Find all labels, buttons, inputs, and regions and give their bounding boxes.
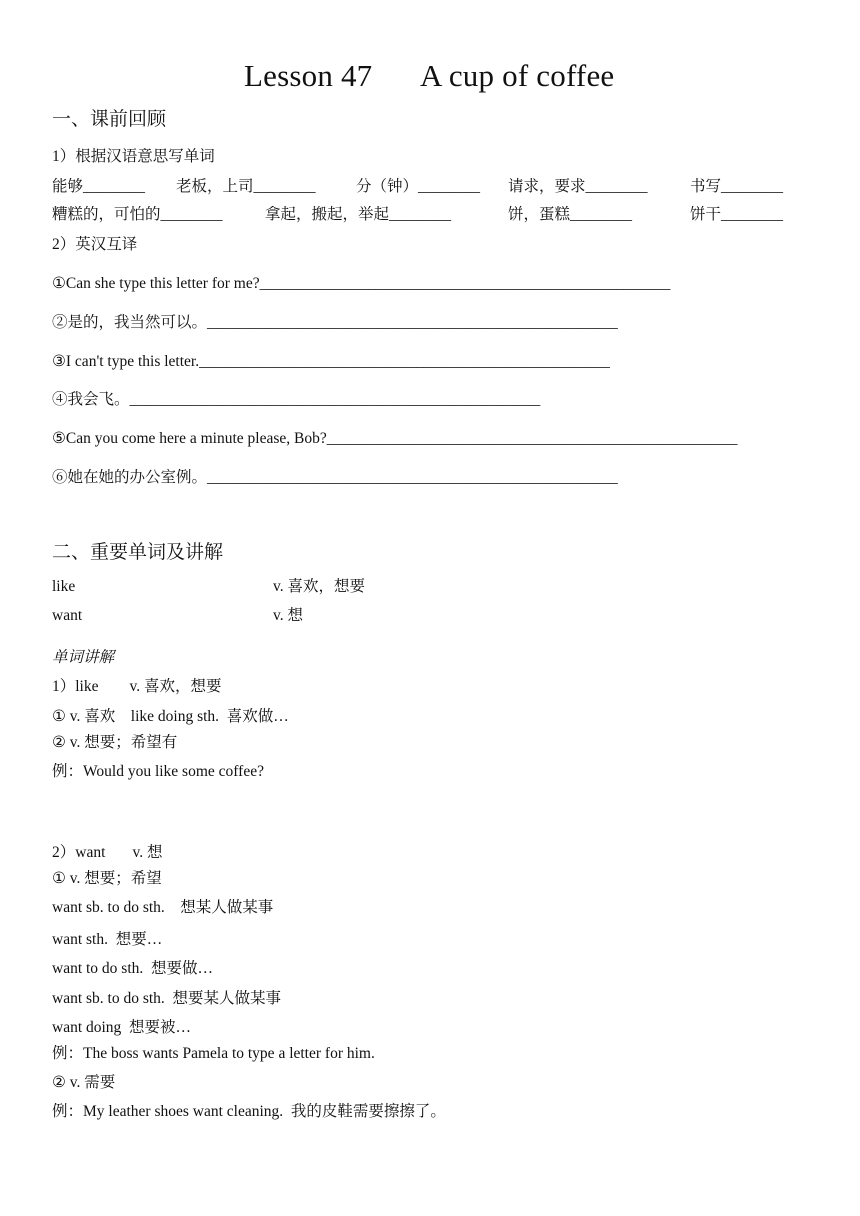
blank-item: 请求，要求________ xyxy=(508,178,648,195)
lesson-number: Lesson 47 xyxy=(244,58,373,93)
blank-item: 书写________ xyxy=(690,178,784,195)
translation-item: ②是的，我当然可以。_____________________________________________________ xyxy=(52,314,618,331)
translation-item: ①Can she type this letter for me?_____________________________________________________ xyxy=(52,275,671,292)
translation-item: ⑥她在她的办公室例。_____________________________________________________ xyxy=(52,469,618,486)
section-review-heading: 一、课前回顾 xyxy=(52,109,167,130)
want-entry-head: 2）want v. 想 xyxy=(52,844,163,861)
want-pattern: want doing 想要被… xyxy=(52,1019,192,1036)
translation-item: ④我会飞。_____________________________________________________ xyxy=(52,391,541,408)
blank-item: 拿起，搬起，举起________ xyxy=(265,206,452,223)
want-pattern: want sb. to do sth. 想某人做某事 xyxy=(52,899,274,916)
want-sense: ① v. 想要；希望 xyxy=(52,870,162,887)
vocab-meaning: v. 想 xyxy=(273,607,303,624)
want-sense: ② v. 需要 xyxy=(52,1074,116,1091)
like-sense: ② v. 想要；希望有 xyxy=(52,734,178,751)
like-example: 例：Would you like some coffee? xyxy=(52,763,264,780)
blank-item: 饼，蛋糕________ xyxy=(508,206,633,223)
want-pattern: want sb. to do sth. 想要某人做某事 xyxy=(52,990,282,1007)
translation-heading: 2）英汉互译 xyxy=(52,236,138,253)
blank-item: 糟糕的，可怕的________ xyxy=(52,206,223,223)
like-entry-head: 1）like v. 喜欢，想要 xyxy=(52,678,222,695)
word-writing-heading: 1）根据汉语意思写单词 xyxy=(52,148,215,165)
lesson-title: A cup of coffee xyxy=(420,58,615,93)
like-sense: ① v. 喜欢 like doing sth. 喜欢做… xyxy=(52,708,289,725)
want-pattern: want sth. 想要… xyxy=(52,931,163,948)
word-explanation-heading: 单词讲解 xyxy=(52,649,115,666)
section-vocab-heading: 二、重要单词及讲解 xyxy=(52,542,224,563)
vocab-meaning: v. 喜欢，想要 xyxy=(273,578,365,595)
translation-item: ③I can't type this letter._____________________________________________________ xyxy=(52,353,610,370)
vocab-word: want xyxy=(52,607,83,624)
translation-item: ⑤Can you come here a minute please, Bob?_____________________________________________________ xyxy=(52,430,738,447)
want-pattern: want to do sth. 想要做… xyxy=(52,960,214,977)
blank-item: 饼干________ xyxy=(690,206,784,223)
want-example: 例：The boss wants Pamela to type a letter for him. xyxy=(52,1045,375,1062)
vocab-word: like xyxy=(52,578,76,595)
blank-item: 老板，上司________ xyxy=(176,178,316,195)
want-example: 例：My leather shoes want cleaning. 我的皮鞋需要擦擦了。 xyxy=(52,1103,446,1120)
blank-item: 分（钟）________ xyxy=(356,178,481,195)
blank-item: 能够________ xyxy=(52,178,146,195)
